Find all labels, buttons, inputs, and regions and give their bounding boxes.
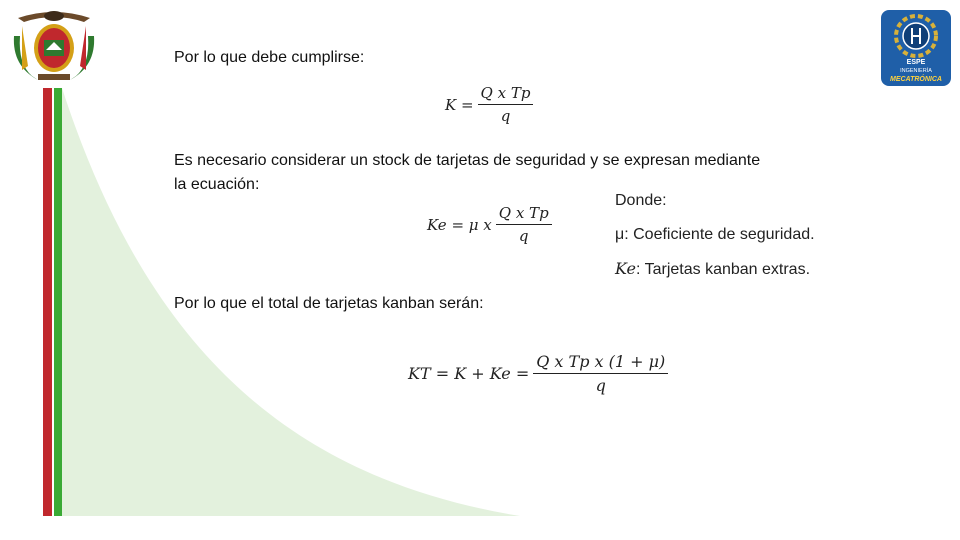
equation-k-lhs: K =	[445, 95, 474, 114]
equation-kt-lhs: KT = K + Ke =	[408, 364, 530, 383]
red-stripe	[43, 88, 52, 516]
definitions-title: Donde:	[615, 192, 667, 209]
emblem-line-3: MECATRÓNICA	[890, 76, 942, 83]
gear-emblem-icon	[880, 6, 952, 88]
equation-kt-denominator: q	[595, 376, 606, 395]
green-stripe	[54, 88, 62, 516]
equation-k-fraction	[478, 84, 534, 125]
equation-k-numerator: Q x Tp	[478, 84, 534, 105]
ke-symbol: Ke	[615, 259, 636, 278]
equation-ke-numerator: Q x Tp	[496, 204, 552, 225]
emblem-line-1: ESPE	[906, 59, 926, 66]
total-text: Por lo que el total de tarjetas kanban serán:	[174, 295, 484, 312]
equation-ke	[427, 204, 552, 245]
definition-ke	[615, 258, 810, 281]
equation-k-denominator: q	[500, 107, 511, 125]
equation-kt-fraction	[533, 352, 668, 395]
coat-of-arms-icon	[8, 6, 100, 86]
equation-ke-fraction	[496, 204, 552, 245]
emblem-line-2: INGENIERÍA	[900, 68, 932, 74]
mu-description: : Coeficiente de seguridad.	[624, 226, 815, 243]
ke-description: : Tarjetas kanban extras.	[636, 261, 811, 278]
definition-mu	[615, 224, 815, 246]
intro-text: Por lo que debe cumplirse:	[174, 49, 365, 66]
equation-ke-denominator: q	[518, 227, 529, 245]
equation-ke-lhs: Ke = μ x	[427, 215, 492, 234]
white-gap-stripe	[52, 88, 54, 516]
equation-kt	[408, 352, 668, 395]
equation-kt-numerator: Q x Tp x (1 + μ)	[533, 352, 668, 374]
stock-text: Es necesario considerar un stock de tarjetas de seguridad y se expresan mediante la ecuación:	[174, 152, 761, 193]
mu-symbol: μ	[615, 226, 625, 243]
equation-k	[445, 84, 533, 125]
